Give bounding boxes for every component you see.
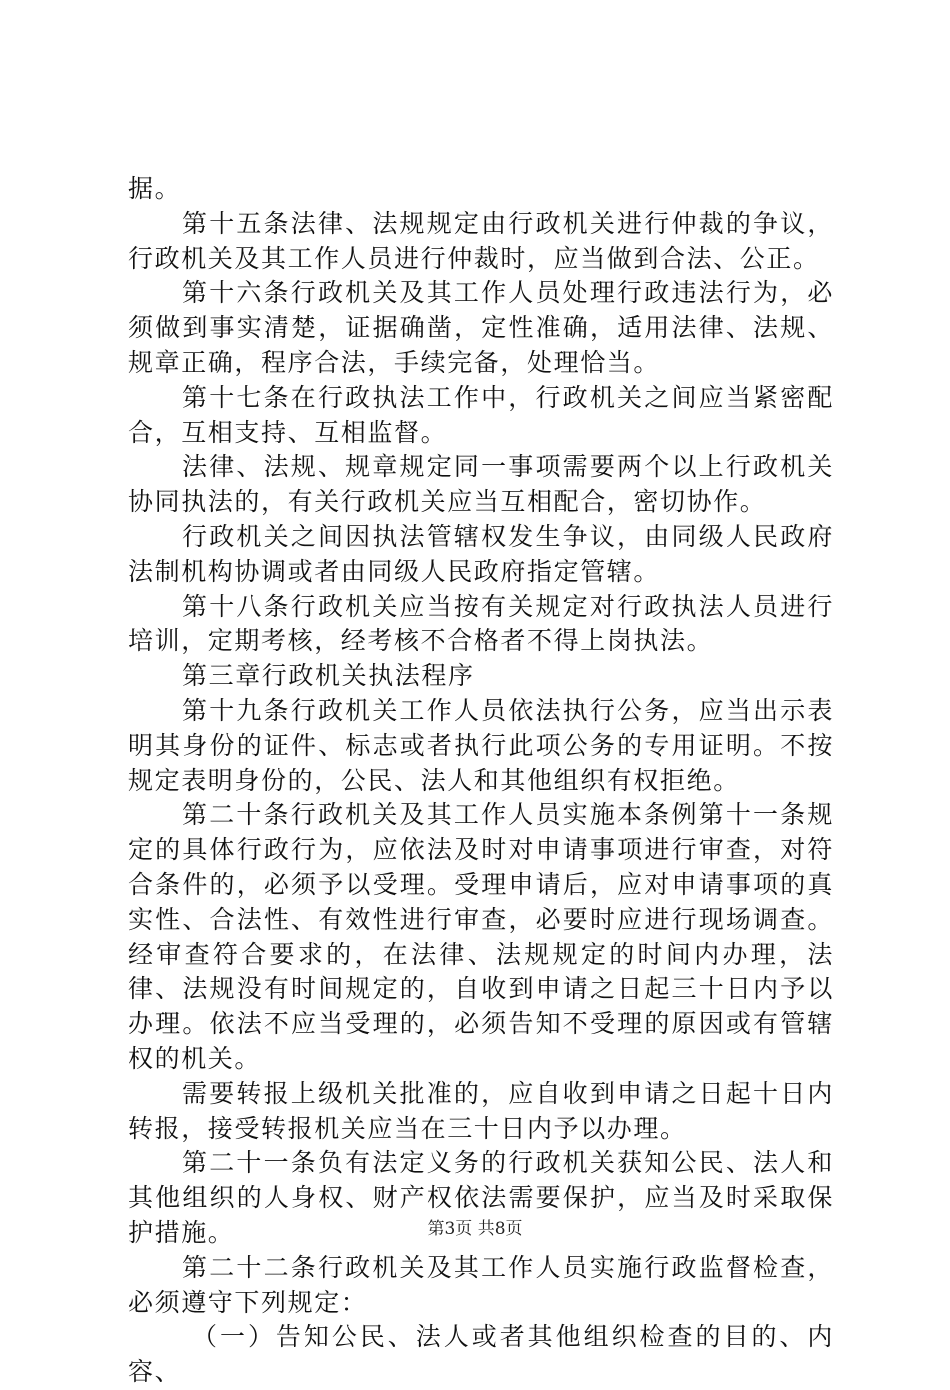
chapter-heading: 第三章行政机关执法程序 (182, 661, 475, 691)
list-item: （一）告知公民、法人或者其他组织检查的目的、内容、 (128, 1322, 834, 1387)
paragraph: 第十七条在行政执法工作中，行政机关之间应当紧密配合，互相支持、互相监督。 (128, 382, 834, 447)
paragraph: 据。 (128, 174, 182, 203)
paragraph: 需要转报上级机关批准的，应自收到申请之日起十日内转报，接受转报机关应当在三十日内予以办理。 (128, 1078, 834, 1143)
paragraph: 第十八条行政机关应当按有关规定对行政执法人员进行培训，定期考核，经考核不合格者不得上岗执法。 (128, 591, 834, 656)
document-body (128, 172, 834, 1390)
paragraph: 第二十二条行政机关及其工作人员实施行政监督检查，必须遵守下列规定： (128, 1252, 834, 1317)
paragraph: 第二十一条负有法定义务的行政机关获知公民、法人和其他组织的人身权、财产权依法需要保护，应当及时采取保护措施。 (128, 1148, 834, 1247)
paragraph: 法律、法规、规章规定同一事项需要两个以上行政机关协同执法的，有关行政机关应当互相配合，密切协作。 (128, 452, 834, 517)
paragraph: 第二十条行政机关及其工作人员实施本条例第十一条规定的具体行政行为，应依法及时对申请事项进行审查，对符合条件的，必须予以受理。受理申请后，应对申请事项的真实性、合法性、有效性进行审查，必要时应进行现场调查。经审查符合要求的，在法律、法规规定的时间内办理，法律、法规没有时间规定的，自收到申请之日起三十日内予以办理。依法不应当受理的，必须告知不受理的原因或有管辖权的机关。 (128, 800, 834, 1073)
paragraph: 第十六条行政机关及其工作人员处理行政违法行为，必须做到事实清楚，证据确凿，定性准确，适用法律、法规、规章正确，程序合法，手续完备，处理恰当。 (128, 278, 834, 377)
paragraph: 行政机关之间因执法管辖权发生争议，由同级人民政府法制机构协调或者由同级人民政府指定管辖。 (128, 521, 834, 586)
paragraph: 第十五条法律、法规规定由行政机关进行仲裁的争议，行政机关及其工作人员进行仲裁时，应当做到合法、公正。 (128, 208, 834, 273)
paragraph: 第十九条行政机关工作人员依法执行公务，应当出示表明其身份的证件、标志或者执行此项公务的专用证明。不按规定表明身份的，公民、法人和其他组织有权拒绝。 (128, 695, 834, 795)
page-footer: 第3页 共8页 (427, 1219, 523, 1239)
